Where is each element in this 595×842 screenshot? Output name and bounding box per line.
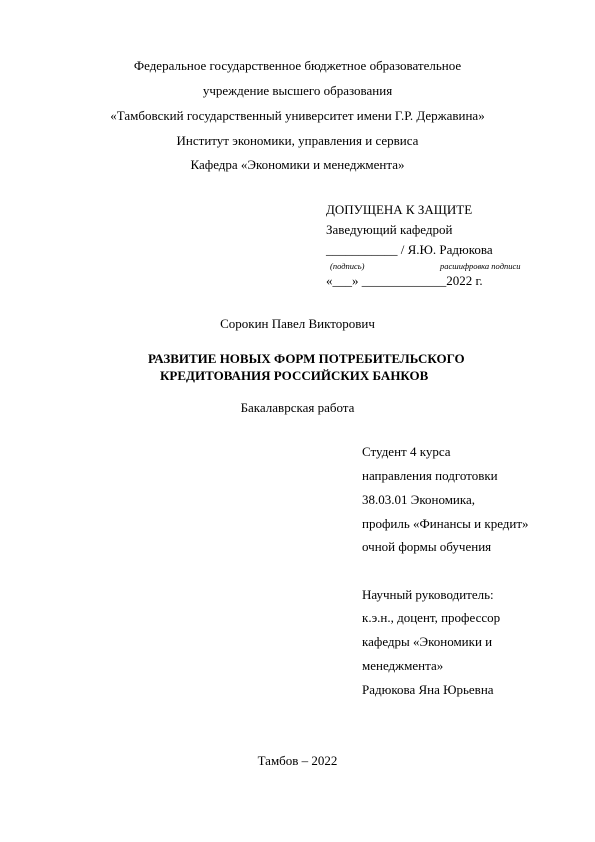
caption-signature: (подпись) (330, 261, 365, 271)
supervisor-degree: к.э.н., доцент, профессор (362, 610, 501, 625)
student-direction-label: направления подготовки (362, 468, 498, 483)
student-course: Студент 4 курса (362, 444, 451, 459)
city-year: Тамбов – 2022 (257, 753, 338, 768)
thesis-title-line1: РАЗВИТИЕ НОВЫХ ФОРМ ПОТРЕБИТЕЛЬСКОГО (148, 351, 465, 366)
supervisor-name: Радюкова Яна Юрьевна (362, 682, 494, 697)
header-line-university: «Тамбовский государственный университет имени Г.Р. Державина» (110, 108, 485, 123)
student-study-form: очной формы обучения (362, 539, 492, 554)
caption-decoding: расшифровка подписи (440, 261, 521, 271)
thesis-title-line2: КРЕДИТОВАНИЯ РОССИЙСКИХ БАНКОВ (160, 368, 429, 383)
approval-role: Заведующий кафедрой (326, 222, 453, 237)
approval-signature-line: ___________ / Я.Ю. Радюкова (326, 242, 493, 257)
header-line-institute: Институт экономики, управления и сервиса (176, 133, 419, 148)
author-name: Сорокин Павел Викторович (220, 316, 375, 331)
student-direction-code: 38.03.01 Экономика, (362, 492, 476, 507)
header-line-federal: Федеральное государственное бюджетное образовательное (133, 58, 462, 73)
supervisor-department-line1: кафедры «Экономики и (362, 634, 493, 649)
student-profile: профиль «Финансы и кредит» (362, 516, 529, 531)
work-type: Бакалаврская работа (240, 400, 355, 415)
approval-date-line: «___» _____________2022 г. (326, 273, 483, 288)
approval-title: ДОПУЩЕНА К ЗАЩИТЕ (326, 202, 473, 217)
header-line-department: Кафедра «Экономики и менеджмента» (190, 157, 405, 172)
header-line-institution-type: учреждение высшего образования (202, 83, 393, 98)
supervisor-department-line2: менеджмента» (362, 658, 444, 673)
supervisor-label: Научный руководитель: (362, 587, 494, 602)
